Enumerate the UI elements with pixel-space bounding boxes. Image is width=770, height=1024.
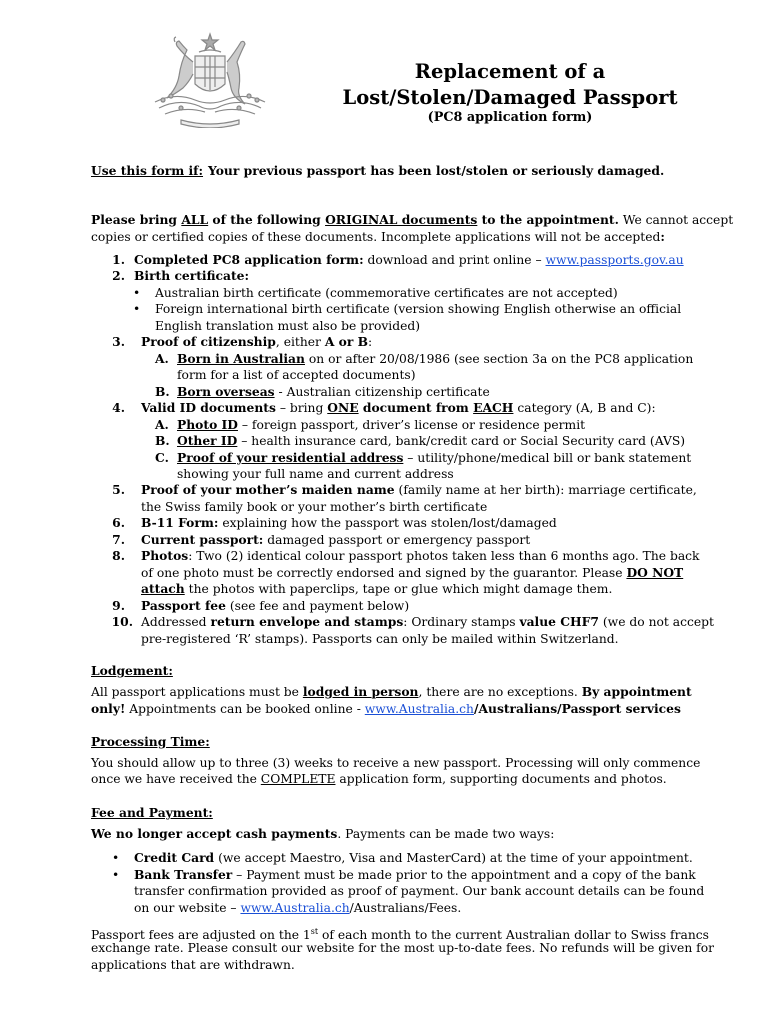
fees-text: – Payment must be made prior to the appointment and a copy of the bank (232, 868, 696, 882)
item-text: : Two (2) identical colour passport photos taken less than 6 months ago. The back (188, 549, 700, 563)
item-label: Proof of your residential address (177, 450, 404, 465)
processing-text: application form, supporting documents and photos. (335, 772, 667, 786)
item-number: 4. (112, 400, 125, 415)
item-8 (141, 548, 700, 565)
item-label: return envelope and stamps (210, 614, 404, 629)
form-subtitle: (PC8 application form) (427, 110, 593, 125)
intro-text: We cannot accept (618, 213, 734, 227)
item-4c-cont: showing your full name and current address (177, 467, 454, 481)
fees-text: on our website – (134, 901, 241, 915)
item-2-bullet-1: Australian birth certificate (commemorative certificates are not accepted) (155, 286, 618, 300)
lodgement-text: /Australians/Passport services (473, 701, 681, 716)
item-label: Completed PC8 application form: (134, 252, 364, 267)
processing-text: COMPLETE (260, 772, 336, 786)
item-text: : (368, 335, 373, 349)
item-text: download and print online – (363, 253, 546, 267)
item-label: B-11 Form: (141, 515, 219, 530)
item-text: damaged passport or emergency passport (263, 533, 531, 547)
item-number: 8. (112, 548, 125, 563)
item-number: 5. (112, 482, 125, 497)
item-9 (141, 598, 409, 615)
item-4b (177, 433, 685, 450)
intro-text: copies or certified copies of these documents. Incomplete applications will not be accepted (91, 230, 661, 244)
fees-text: We no longer accept cash payments (91, 826, 338, 841)
item-10-cont: pre-registered ‘R’ stamps). Passports can only be mailed within Switzerland. (141, 632, 619, 646)
item-label: Born in Australian (177, 351, 305, 366)
fees-bullet-2 (134, 867, 696, 884)
item-text: – foreign passport, driver’s license or residence permit (237, 418, 586, 432)
fees-heading: Fee and Payment: (91, 805, 213, 820)
item-text: (family name at her birth): marriage certificate, (394, 483, 697, 497)
australia-link[interactable]: www.Australia.ch (364, 702, 474, 716)
lodgement-text: Appointments can be booked online - (125, 702, 365, 716)
item-text: the photos with paperclips, tape or glue which might damage them. (184, 582, 613, 596)
intro-line-1 (91, 212, 733, 229)
lodgement-line-2 (91, 701, 681, 718)
processing-line-2 (91, 771, 667, 788)
item-label: Current passport: (141, 532, 264, 547)
item-10 (141, 614, 714, 631)
sub-letter: B. (155, 433, 170, 448)
fees-text: Credit Card (134, 850, 215, 865)
intro-original: ORIGINAL documents (325, 212, 478, 227)
item-4 (141, 400, 656, 417)
fees-text: (we accept Maestro, Visa and MasterCard) at the time of your appointment. (214, 851, 693, 865)
sub-letter: C. (155, 450, 169, 465)
item-3a (177, 351, 693, 368)
processing-heading: Processing Time: (91, 734, 210, 749)
item-text: attach (141, 581, 185, 596)
fees-intro (91, 826, 554, 843)
use-form-row (91, 163, 665, 180)
item-number: 7. (112, 532, 125, 547)
item-text: DO NOT (626, 565, 684, 580)
intro-text: Please bring (91, 212, 182, 227)
bullet-icon: • (133, 302, 141, 316)
item-8-cont (141, 565, 683, 582)
item-label: Photos (141, 548, 189, 563)
processing-text: once we have received the (91, 772, 261, 786)
item-text: EACH (473, 400, 514, 415)
intro-all: ALL (181, 212, 209, 227)
lodgement-line-1 (91, 684, 692, 701)
title-line-1: Replacement of a (414, 60, 606, 83)
item-text: (see fee and payment below) (225, 599, 410, 613)
fees-text: /Australians/Fees. (349, 901, 462, 915)
item-number: 3. (112, 334, 125, 349)
item-3b (177, 384, 490, 401)
item-label: Valid ID documents (141, 400, 276, 415)
item-6 (141, 515, 557, 532)
item-text: A or B (324, 334, 369, 349)
item-2-label: Birth certificate: (134, 268, 250, 283)
fees-bullet-2-cont: transfer confirmation provided as proof of payment. Our bank account details can be found (134, 884, 705, 898)
fees-text: of each month to the current Australian dollar to Swiss francs (318, 928, 709, 943)
bullet-icon: • (112, 868, 120, 882)
item-label: Proof of your mother’s maiden name (141, 482, 395, 497)
intro-text: of the following (208, 212, 326, 227)
item-2-bullet-2: Foreign international birth certificate (version showing English otherwise an official (155, 302, 682, 316)
sub-letter: A. (155, 417, 169, 432)
item-label: Passport fee (141, 598, 226, 613)
item-text: of one photo must be correctly endorsed and signed by the guarantor. Please (141, 566, 627, 580)
item-text: - Australian citizenship certificate (274, 385, 490, 399)
item-text: (we do not accept (598, 615, 714, 629)
item-number: 6. (112, 515, 125, 530)
item-text: document from (358, 400, 474, 415)
item-number: 2. (112, 268, 125, 283)
item-8-cont-2 (141, 581, 612, 598)
lodgement-text: lodged in person (302, 684, 419, 699)
item-label: Photo ID (177, 417, 238, 432)
fees-adjust-line-3: applications that are withdrawn. (91, 958, 295, 972)
coat-of-arms-emblem (145, 32, 275, 128)
fees-bullet-1 (134, 850, 693, 867)
processing-line-1: You should allow up to three (3) weeks to receive a new passport. Processing will only commence (91, 756, 701, 770)
item-label: value CHF7 (519, 614, 599, 629)
item-4a (177, 417, 585, 434)
fees-text: Bank Transfer (134, 867, 233, 882)
fees-superscript: st (310, 927, 319, 936)
intro-line-2 (91, 229, 665, 246)
fees-bullet-2-cont-2 (134, 900, 461, 917)
item-text: – health insurance card, bank/credit card or Social Security card (AVS) (237, 434, 686, 448)
item-number: 10. (111, 614, 133, 629)
item-2-bullet-2-cont: English translation must also be provided) (155, 319, 421, 333)
title-line-2: Lost/Stolen/Damaged Passport (342, 86, 678, 109)
item-text: ONE (327, 400, 359, 415)
sub-letter: A. (155, 351, 169, 366)
item-text: : Ordinary stamps (403, 615, 520, 629)
item-3a-cont: form for a list of accepted documents) (177, 368, 416, 382)
lodgement-text: , there are no exceptions. (418, 685, 582, 699)
use-form-text: Your previous passport has been lost/stolen or seriously damaged. (208, 163, 665, 178)
australia-fees-link[interactable]: www.Australia.ch (240, 901, 350, 915)
item-text: – utility/phone/medical bill or bank statement (403, 451, 692, 465)
item-text: Addressed (141, 615, 211, 629)
bullet-icon: • (112, 851, 120, 865)
item-label: Proof of citizenship (141, 334, 276, 349)
lodgement-text: By appointment (581, 684, 692, 699)
intro-colon: : (660, 229, 665, 244)
item-5-cont: the Swiss family book or your mother’s birth certificate (141, 500, 488, 514)
item-number: 9. (112, 598, 125, 613)
passports-link[interactable]: www.passports.gov.au (545, 253, 684, 267)
item-number: 1. (112, 252, 125, 267)
item-text: , either (275, 335, 325, 349)
item-5 (141, 482, 697, 499)
bullet-icon: • (133, 286, 141, 300)
fees-adjust-line-2: exchange rate. Please consult our website for the most up-to-date fees. No refunds will be given for (91, 941, 714, 955)
lodgement-text: All passport applications must be (91, 685, 303, 699)
sub-letter: B. (155, 384, 170, 399)
item-1 (134, 252, 684, 269)
use-form-label: Use this form if: (91, 163, 204, 178)
item-text: explaining how the passport was stolen/lost/damaged (218, 516, 557, 530)
item-3 (141, 334, 372, 351)
lodgement-heading: Lodgement: (91, 663, 173, 678)
item-label: Born overseas (177, 384, 275, 399)
item-7 (141, 532, 530, 549)
lodgement-text: only! (91, 701, 126, 716)
item-text: on or after 20/08/1986 (see section 3a on the PC8 application (304, 352, 694, 366)
item-4c (177, 450, 691, 467)
item-text: category (A, B and C): (513, 401, 656, 415)
fees-text: . Payments can be made two ways: (337, 827, 555, 841)
intro-text: to the appointment. (477, 212, 619, 227)
item-text: – bring (275, 401, 328, 415)
item-label: Other ID (177, 433, 238, 448)
fees-text: Passport fees are adjusted on the 1 (91, 928, 311, 943)
